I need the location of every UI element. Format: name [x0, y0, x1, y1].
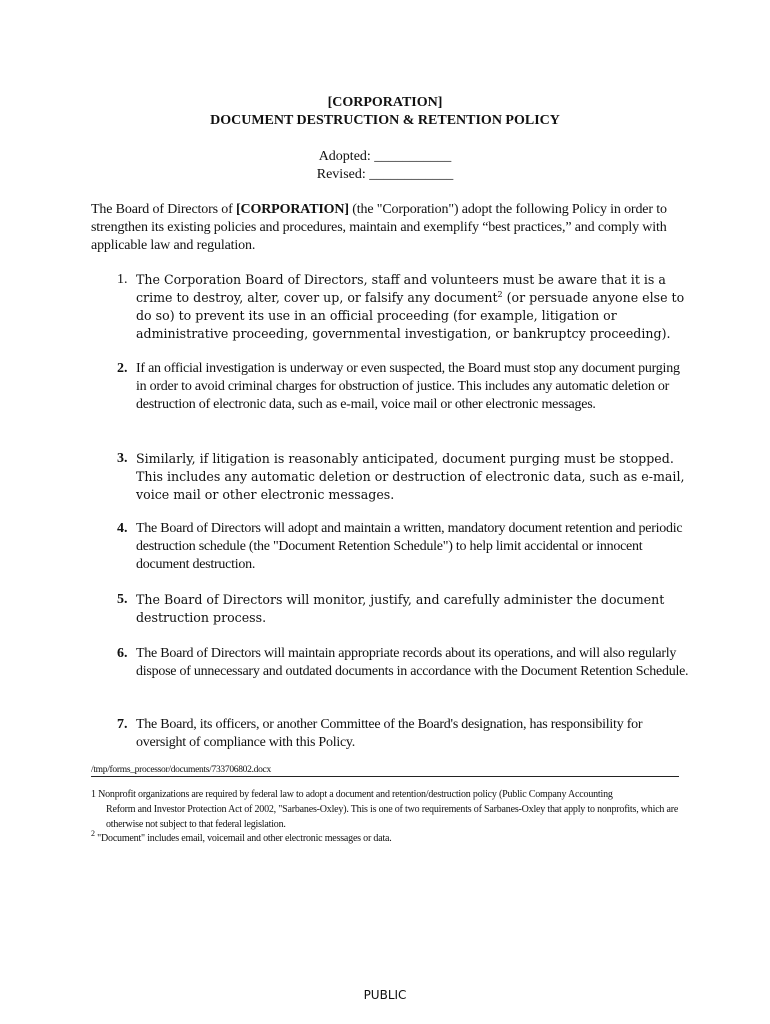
policy-item-3 [117, 450, 689, 504]
policy-item-1 [117, 271, 689, 343]
footnote-ref-2: 2 [497, 290, 503, 299]
policy-item-text-post: (or persuade anyone else to do so) to prevent its use in an official proceeding (for example, litigation or administrative proceeding, governmental investigation, or bankruptcy proceeding). [136, 290, 685, 341]
footnote-2 [91, 831, 691, 846]
document-title-policy: DOCUMENT DESTRUCTION & RETENTION POLICY [210, 113, 560, 128]
policy-item-number: 7. [117, 717, 128, 732]
footnote-2-text: "Document" includes email, voicemail and other electronic messages or data. [94, 833, 392, 844]
policy-item-text: The Board of Directors will monitor, justify, and carefully administer the document destruction process. [136, 592, 665, 625]
policy-item-text: The Board of Directors will adopt and maintain a written, mandatory document retention and periodic destruction schedule (the "Document Retention Schedule") to help limit accidental or innocent document destruction. [136, 521, 683, 572]
policy-item-number: 4. [117, 521, 128, 536]
footnote-divider [91, 776, 679, 777]
footnote-1 [91, 787, 691, 832]
adopted-date-line: Adopted: ___________ [318, 149, 452, 164]
policy-item-number: 3. [117, 451, 128, 466]
policy-item-number: 2. [117, 361, 128, 376]
policy-item-number: 6. [117, 646, 128, 661]
policy-item-text [136, 271, 689, 343]
document-title-corporation: [CORPORATION] [327, 95, 443, 110]
policy-item-text: Similarly, if litigation is reasonably anticipated, document purging must be stopped. This includes any automatic deletion or destruction of electronic data, such as e-mail, voice mail or other electronic messages. [136, 451, 685, 502]
policy-item-text-pre: The Corporation Board of Directors, staff and volunteers must be aware that it is a crime to destroy, alter, cover up, or falsify any document [136, 272, 666, 305]
intro-corporation: [CORPORATION] [236, 202, 349, 217]
intro-post: (the "Corporation") adopt the following Policy in order to strengthen its existing policies and procedures, maintain and exemplify “best practices,” and comply with applicable law and regulation. [91, 202, 667, 253]
policy-item-5 [117, 591, 689, 627]
policy-item-7 [117, 716, 689, 752]
footnote-1-line1: 1 Nonprofit organizations are required by federal law to adopt a document and retention/destruction policy (Public Company Accounting [91, 789, 613, 800]
intro-paragraph [91, 201, 691, 255]
policy-item-2 [117, 360, 689, 414]
revised-date-line: Revised: ____________ [316, 167, 454, 182]
footnote-2-mark: 2 [91, 829, 95, 838]
file-path-footer: /tmp/forms_processor/documents/733706802.docx [91, 765, 271, 775]
classification-label: PUBLIC [363, 988, 407, 1002]
policy-item-text: The Board, its officers, or another Committee of the Board's designation, has responsibility for oversight of compliance with this Policy. [136, 717, 643, 750]
policy-item-text: The Board of Directors will maintain appropriate records about its operations, and will also regularly dispose of unnecessary and outdated documents in accordance with the Document Retention Schedule. [136, 646, 689, 679]
policy-item-text: If an official investigation is underway or even suspected, the Board must stop any document purging in order to avoid criminal charges for obstruction of justice. This includes any automatic deletion or destruction of electronic data, such as e-mail, voice mail or other electronic messages. [136, 361, 680, 412]
policy-item-6 [117, 645, 689, 681]
intro-pre: The Board of Directors of [91, 202, 236, 217]
footnote-1-continuation: Reform and Investor Protection Act of 2002, "Sarbanes-Oxley). This is one of two requirements of Sarbanes-Oxley that apply to nonprofits, which are otherwise not subject to that federal legislation. [106, 804, 679, 830]
policy-item-number: 1. [117, 272, 128, 287]
policy-item-number: 5. [117, 592, 128, 607]
policy-item-4 [117, 520, 689, 574]
